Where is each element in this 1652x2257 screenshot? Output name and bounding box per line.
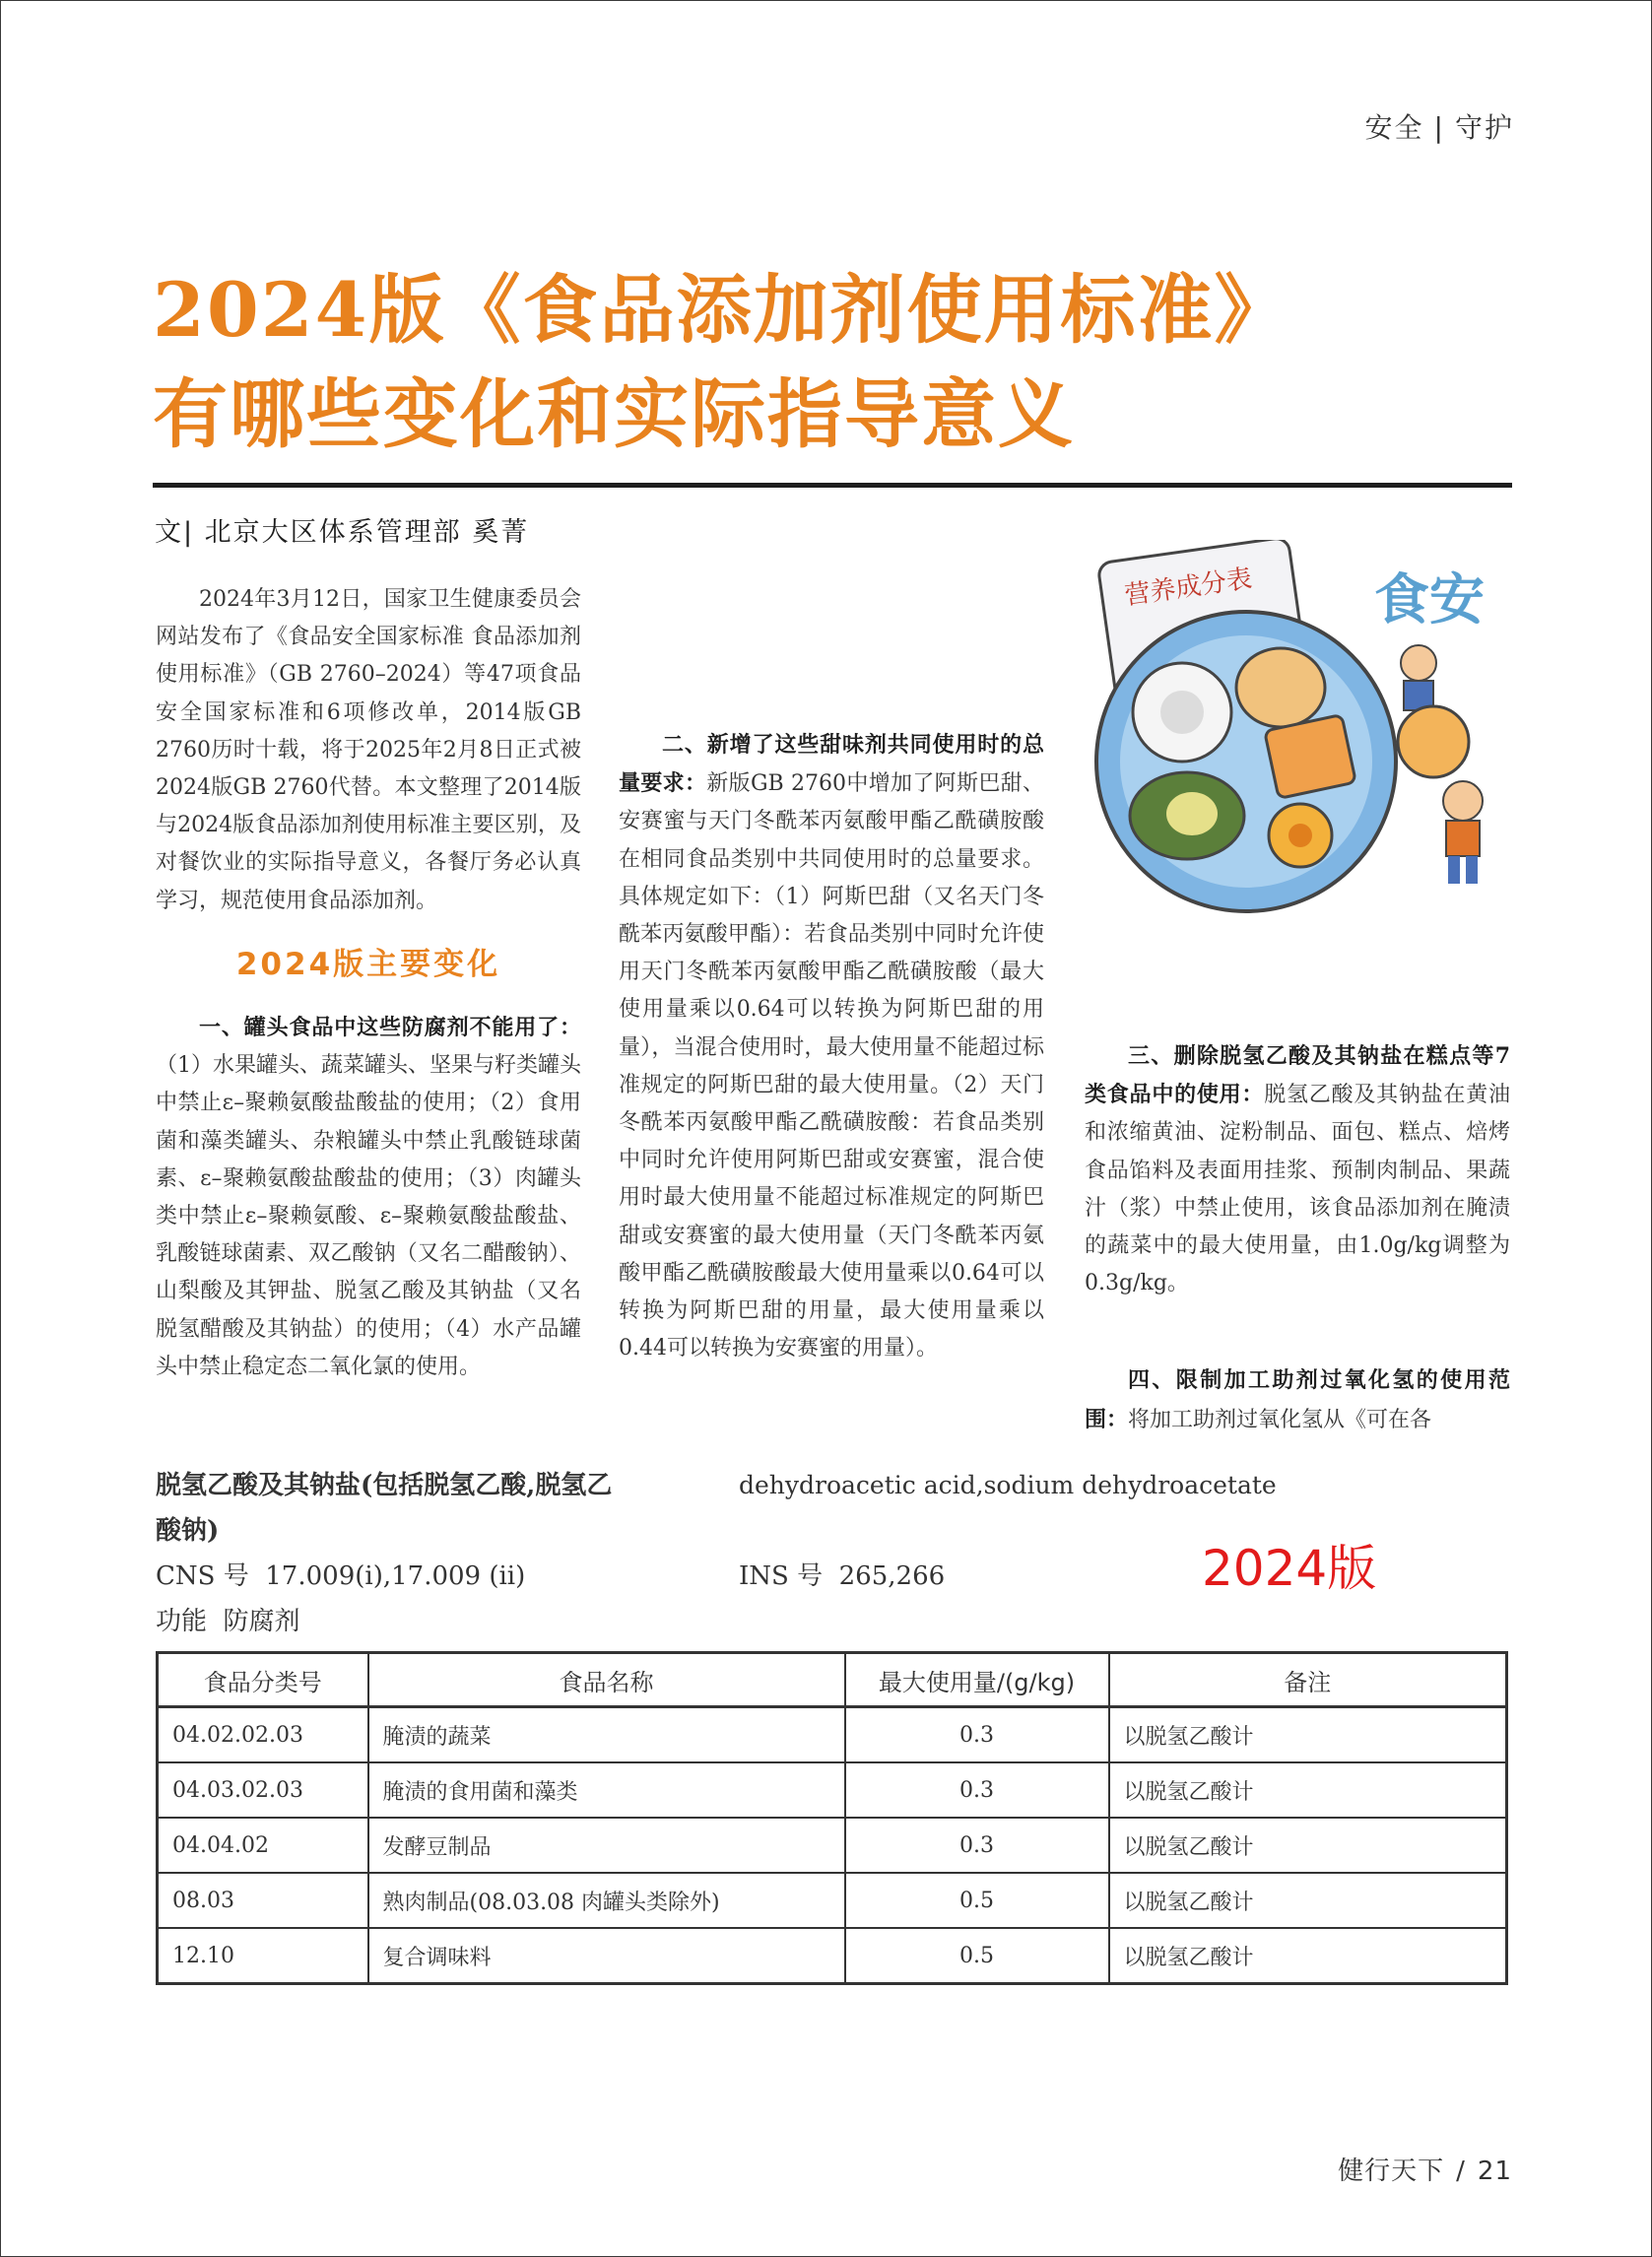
item4-text: 将加工助剂过氧化氢从《可在各 [1128, 1407, 1432, 1432]
nutrition-illustration [1084, 540, 1507, 934]
max-usage: 0.5 [845, 1928, 1109, 1984]
remark: 以脱氢乙酸计 [1109, 1818, 1507, 1873]
item1-paragraph [156, 1009, 581, 1386]
food-code: 04.02.02.03 [158, 1707, 368, 1763]
table-row [158, 1707, 1507, 1763]
food-name: 熟肉制品(08.03.08 肉罐头类除外) [368, 1873, 845, 1928]
section-heading: 2024版主要变化 [235, 946, 501, 982]
intro-paragraph: 2024年3月12日，国家卫生健康委员会网站发布了《食品安全国家标准 食品添加剂使用标准》（GB 2760–2024）等47项食品安全国家标准和6项修改单，2014版GB 2760历时十载，将于2025年2月8日正式被2024版GB 2760代替。本文整理了2014版与2024版食品添加剂使用标准主要区别，及对餐饮业的实际指导意义，各餐厅务必认真学习，规范使用食品添加剂。 [156, 587, 581, 913]
remark: 以脱氢乙酸计 [1109, 1707, 1507, 1763]
page-footer [1338, 2151, 1512, 2187]
table-row [158, 1873, 1507, 1928]
item3-text: 脱氢乙酸及其钠盐在黄油和浓缩黄油、淀粉制品、面包、糕点、焙烤食品馅料及表面用挂浆、预制肉制品、果蔬汁（浆）中禁止使用，该食品添加剂在腌渍的蔬菜中的最大使用量，由1.0g/kg调整为0.3g/kg。 [1085, 1083, 1510, 1296]
food-code: 04.04.02 [158, 1818, 368, 1873]
item4-paragraph [1085, 1361, 1510, 1438]
cns-value: 17.009(i),17.009 (ii) [265, 1561, 526, 1591]
subsection-label: 守护 [1454, 111, 1514, 144]
table-header-row [158, 1653, 1507, 1707]
item3-heading: 三、删除脱氢乙酸及其钠盐在糕点等7类食品中的使用： [1085, 1043, 1510, 1108]
max-usage: 0.3 [845, 1818, 1109, 1873]
magazine-name: 健行天下 [1338, 2157, 1445, 2186]
column-header: 食品名称 [368, 1653, 845, 1707]
food-name: 发酵豆制品 [368, 1818, 845, 1873]
ins-number [739, 1555, 945, 1598]
article-title [153, 258, 1512, 467]
section-tag [1365, 106, 1514, 146]
function-label: 功能 [156, 1607, 208, 1636]
item4-heading: 四、限制加工助剂过氧化氢的使用范围： [1085, 1367, 1510, 1432]
section-label: 安全 [1364, 111, 1424, 144]
item2-paragraph [619, 726, 1044, 1367]
title-line-2: 有哪些变化和实际指导意义 [153, 370, 1075, 458]
item3-paragraph [1085, 1037, 1510, 1302]
cns-label: CNS 号 [156, 1561, 249, 1591]
title-rule [153, 483, 1512, 488]
item1-text: （1）水果罐头、蔬菜罐头、坚果与籽类罐头中禁止ε–聚赖氨酸盐酸盐的使用；（2）食用菌和藻类罐头、杂粮罐头中禁止乳酸链球菌素、ε–聚赖氨酸盐酸盐的使用；（3）肉罐头类中禁止ε–聚赖氨酸、ε–聚赖氨酸盐酸盐、乳酸链球菌素、双乙酸钠（又名二醋酸钠）、山梨酸及其钾盐、脱氢乙酸及其钠盐（又名脱氢醋酸及其钠盐）的使用；（4）水产品罐头中禁止稳定态二氧化氯的使用。 [156, 1053, 581, 1379]
food-name: 腌渍的蔬菜 [368, 1707, 845, 1763]
standard-excerpt [156, 1464, 1510, 1645]
version-tag: 2024版 [1202, 1540, 1377, 1597]
column-header: 备注 [1109, 1653, 1507, 1707]
food-code: 12.10 [158, 1928, 368, 1984]
food-plate [1096, 612, 1396, 911]
item1-heading: 一、罐头食品中这些防腐剂不能用了： [199, 1015, 581, 1041]
column-header: 食品分类号 [158, 1653, 368, 1707]
additive-name-zh: 脱氢乙酸及其钠盐(包括脱氢乙酸,脱氢乙 [156, 1471, 613, 1500]
table-row [158, 1818, 1507, 1873]
item2-text: 新版GB 2760中增加了阿斯巴甜、安赛蜜与天门冬酰苯丙氨酸甲酯乙酰磺胺酸在相同食品类别中共同使用时的总量要求。具体规定如下：（1）阿斯巴甜（又名天门冬酰苯丙氨酸甲酯）：若食品类别中同时允许使用天门冬酰苯丙氨酸甲酯乙酰磺胺酸（最大使用量乘以0.64可以转换为阿斯巴甜的用量），当混合使用时，最大使用量不能超过标准规定的阿斯巴甜的最大使用量。（2）天门冬酰苯丙氨酸甲酯乙酰磺胺酸：若食品类别中同时允许使用阿斯巴甜或安赛蜜，混合使用时最大使用量不能超过标准规定的阿斯巴甜或安赛蜜的最大使用量（天门冬酰苯丙氨酸甲酯乙酰磺胺酸最大使用量乘以0.64可以转换为阿斯巴甜的用量，最大使用量乘以0.44可以转换为安赛蜜的用量）。 [619, 771, 1044, 1361]
food-name: 复合调味料 [368, 1928, 845, 1984]
ins-value: 265,266 [838, 1561, 946, 1591]
function-value: 防腐剂 [223, 1607, 300, 1636]
additive-name-en: dehydroacetic acid,sodium dehydroacetate [739, 1471, 1277, 1499]
page-number: 21 [1477, 2157, 1512, 2186]
separator: / [1456, 2157, 1466, 2186]
text-column-1 [156, 581, 581, 1386]
title-line-1: 2024版《食品添加剂使用标准》 [153, 266, 1291, 354]
additive-name-zh-cont: 酸钠) [156, 1516, 220, 1546]
food-safety-logo: 食安 [1374, 568, 1485, 632]
max-usage: 0.3 [845, 1762, 1109, 1818]
table-row [158, 1762, 1507, 1818]
remark: 以脱氢乙酸计 [1109, 1928, 1507, 1984]
max-usage: 0.5 [845, 1873, 1109, 1928]
ins-label: INS 号 [739, 1561, 824, 1591]
food-code: 04.03.02.03 [158, 1762, 368, 1818]
food-code: 08.03 [158, 1873, 368, 1928]
item2-heading: 二、新增了这些甜味剂共同使用时的总量要求： [619, 732, 1044, 797]
text-column-2 [619, 581, 1044, 1367]
text-column-3 [1085, 961, 1510, 1439]
usage-table [156, 1651, 1508, 1985]
column-header: 最大使用量/(g/kg) [845, 1653, 1109, 1707]
max-usage: 0.3 [845, 1707, 1109, 1763]
byline: 文| 北京大区体系管理部 奚菁 [155, 517, 530, 548]
remark: 以脱氢乙酸计 [1109, 1873, 1507, 1928]
food-name: 腌渍的食用菌和藻类 [368, 1762, 845, 1818]
sign-text: 营养成分表 [1122, 564, 1254, 612]
remark: 以脱氢乙酸计 [1109, 1762, 1507, 1818]
separator: | [1433, 111, 1445, 144]
table-row [158, 1928, 1507, 1984]
